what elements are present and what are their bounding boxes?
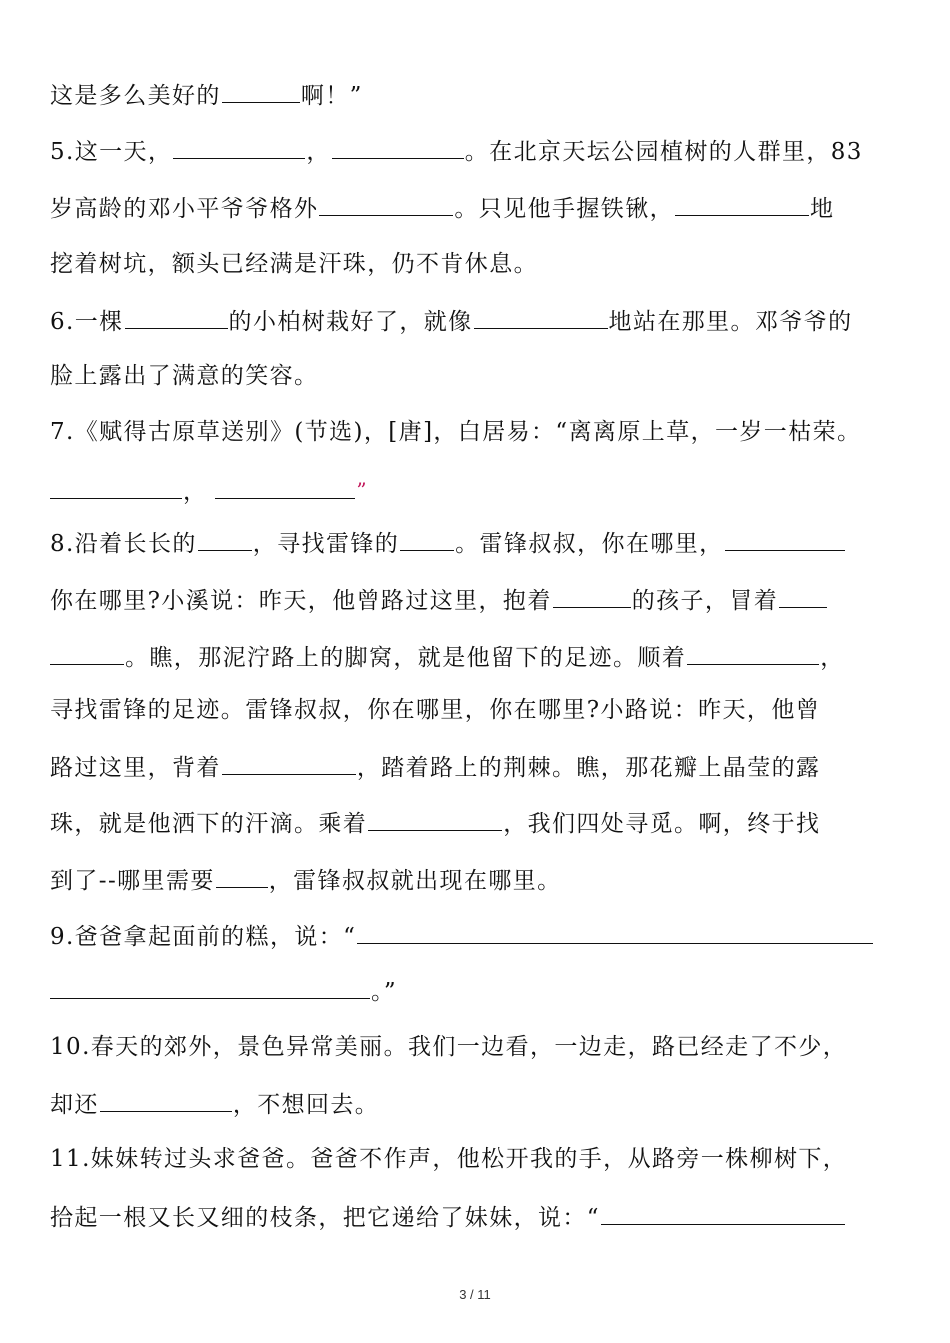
text-segment: ， bbox=[183, 479, 208, 505]
text-segment: 7.《赋得古原草送别》(节选)，[唐]，白居易：“离离原上草，一岁一枯荣。 bbox=[50, 419, 862, 445]
fill-blank[interactable] bbox=[553, 579, 631, 608]
text-segment: 。” bbox=[371, 979, 398, 1005]
text-segment: 挖着树坑，额头已经满是汗珠，仍不肯休息。 bbox=[50, 251, 538, 277]
question-11-line-2 bbox=[50, 1196, 902, 1236]
text-segment: 5.这一天， bbox=[50, 139, 173, 165]
text-segment: 路过这里，背着 bbox=[50, 755, 221, 781]
closing-quote: ” bbox=[356, 478, 369, 502]
text-segment: 10.春天的郊外，景色异常美丽。我们一边看，一边走，路已经走了不少， bbox=[50, 1034, 848, 1060]
text-segment: ，踏着路上的荆棘。瞧，那花瓣上晶莹的露 bbox=[356, 755, 821, 781]
question-8-line-2 bbox=[50, 579, 902, 619]
text-segment: 。只见他手握铁锹， bbox=[454, 196, 675, 222]
text-segment: 岁高龄的邓小平爷爷格外 bbox=[50, 196, 319, 222]
fill-blank[interactable] bbox=[216, 859, 268, 888]
fill-blank[interactable] bbox=[601, 1196, 845, 1225]
fill-blank[interactable] bbox=[222, 746, 356, 775]
question-8-line-7 bbox=[50, 859, 902, 899]
text-segment: 你在哪里?小溪说：昨天，他曾路过这里，抱着 bbox=[50, 588, 552, 614]
text-segment: 珠，就是他洒下的汗滴。乘着 bbox=[50, 811, 368, 837]
question-6-line-2 bbox=[50, 356, 902, 396]
question-5-line-1 bbox=[50, 130, 902, 170]
text-segment: 的孩子，冒着 bbox=[631, 588, 779, 614]
question-8-line-3 bbox=[50, 636, 902, 676]
fill-blank[interactable] bbox=[779, 579, 827, 608]
fill-blank[interactable] bbox=[50, 636, 124, 665]
fill-blank[interactable] bbox=[50, 970, 370, 999]
fill-blank[interactable] bbox=[687, 636, 819, 665]
text-segment: 地站在那里。邓爷爷的 bbox=[608, 309, 853, 335]
question-10-line-1 bbox=[50, 1027, 902, 1067]
text-segment: ，不想回去。 bbox=[232, 1092, 380, 1118]
text-segment: 。雷锋叔叔，你在哪里， bbox=[455, 531, 724, 557]
question-11-line-1 bbox=[50, 1139, 902, 1179]
fill-blank[interactable] bbox=[400, 522, 454, 551]
question-8-line-4 bbox=[50, 690, 902, 730]
fill-blank[interactable] bbox=[100, 1083, 232, 1112]
text-segment: ， bbox=[306, 139, 331, 165]
question-9-line-1 bbox=[50, 915, 902, 955]
text-segment: 寻找雷锋的足迹。雷锋叔叔，你在哪里，你在哪里?小路说：昨天，他曾 bbox=[50, 697, 821, 723]
text-segment: 这是多么美好的 bbox=[50, 83, 221, 109]
text-segment: ，寻找雷锋的 bbox=[252, 531, 400, 557]
question-6-line-1 bbox=[50, 300, 902, 340]
text-segment: ，我们四处寻觅。啊，终于找 bbox=[503, 811, 821, 837]
fill-blank[interactable] bbox=[725, 522, 845, 551]
fill-blank[interactable] bbox=[675, 187, 809, 216]
fill-blank[interactable] bbox=[332, 130, 464, 159]
text-segment: 的小柏树栽好了，就像 bbox=[228, 309, 473, 335]
text-segment: 。瞧，那泥泞路上的脚窝，就是他留下的足迹。顺着 bbox=[125, 645, 687, 671]
text-segment: 啊！” bbox=[300, 83, 363, 109]
text-segment: 到了--哪里需要 bbox=[50, 868, 215, 894]
text-segment: 9.爸爸拿起面前的糕，说：“ bbox=[50, 924, 357, 950]
question-5-line-2 bbox=[50, 187, 902, 227]
fill-blank[interactable] bbox=[368, 802, 502, 831]
text-segment: 6.一棵 bbox=[50, 309, 124, 335]
fill-blank[interactable] bbox=[173, 130, 305, 159]
question-8-line-5 bbox=[50, 746, 902, 786]
text-segment: 脸上露出了满意的笑容。 bbox=[50, 363, 319, 389]
text-segment: 8.沿着长长的 bbox=[50, 531, 197, 557]
text-segment: ，雷锋叔叔就出现在哪里。 bbox=[268, 868, 562, 894]
text-segment: 。在北京天坛公园植树的人群里，83 bbox=[464, 139, 863, 165]
fill-blank[interactable] bbox=[319, 187, 453, 216]
question-8-line-1 bbox=[50, 522, 902, 562]
question-7-line-1 bbox=[50, 412, 902, 452]
fill-blank[interactable] bbox=[215, 470, 355, 499]
fill-blank[interactable] bbox=[222, 74, 300, 103]
fill-blank[interactable] bbox=[357, 915, 873, 944]
text-line bbox=[50, 74, 902, 114]
text-segment: 11.妹妹转过头求爸爸。爸爸不作声，他松开我的手，从路旁一株柳树下， bbox=[50, 1146, 848, 1172]
fill-blank[interactable] bbox=[50, 470, 182, 499]
text-segment: 地 bbox=[810, 196, 835, 222]
text-segment: ， bbox=[820, 645, 845, 671]
fill-blank[interactable] bbox=[198, 522, 252, 551]
page-number: 3 / 11 bbox=[459, 1287, 491, 1302]
question-10-line-2 bbox=[50, 1083, 902, 1123]
question-5-line-3 bbox=[50, 244, 902, 284]
question-7-line-2 bbox=[50, 470, 902, 510]
text-segment: 拾起一根又长又细的枝条，把它递给了妹妹，说：“ bbox=[50, 1205, 600, 1231]
question-9-line-2 bbox=[50, 970, 902, 1010]
text-segment: 却还 bbox=[50, 1092, 99, 1118]
fill-blank[interactable] bbox=[125, 300, 228, 329]
question-8-line-6 bbox=[50, 802, 902, 842]
fill-blank[interactable] bbox=[474, 300, 608, 329]
